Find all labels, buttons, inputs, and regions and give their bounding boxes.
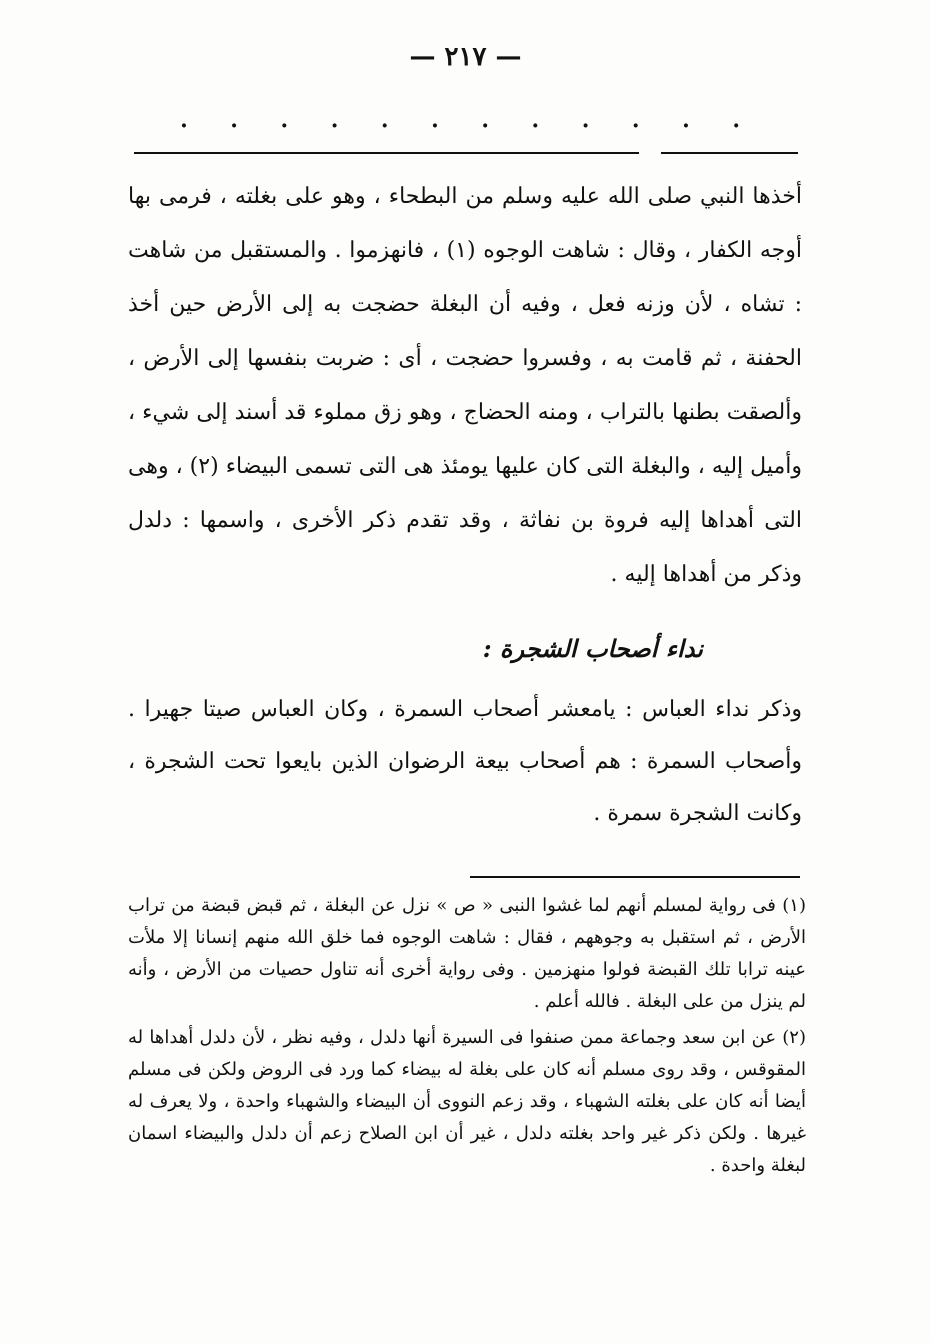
section-heading: نداء أصحاب الشجرة :	[482, 634, 703, 663]
footnote-2: (٢) عن ابن سعد وجماعة ممن صنفوا فى السيرة أنها دلدل ، وفيه نظر ، لأن دلدل أهداها له المقوقس ، وقد روى مسلم أنه كان على بغلة له بيضاء كما ورد فى الروض ولكن فى مسلم أيضا أنه كان على بغلته الشهباء ، وقد زعم النووى أن البيضاء والشهباء واحدة ، ولا يعرف له غيرها . ولكن ذكر غير واحد بغلته دلدل ، غير أن ابن الصلاح زعم أن دلدل والبيضاء اسمان لبغلة واحدة .	[128, 1027, 806, 1176]
section-paragraph: وذكر نداء العباس : يامعشر أصحاب السمرة ، وكان العباس صيتا جهيرا . وأصحاب السمرة : هم أصحاب بيعة الرضوان الذين بايعوا تحت الشجرة ، وكانت الشجرة سمرة .	[128, 697, 802, 826]
dot: ·	[380, 113, 389, 139]
main-paragraph: أخذها النبي صلى الله عليه وسلم من البطحاء ، وهو على بغلته ، فرمى بها أوجه الكفار ، وقال : شاهت الوجوه (١) ، فانهزموا . والمستقبل من شاهت : تشاه ، لأن وزنه فعل ، وفيه أن البغلة حضجت به إلى الأرض حين أخذ الحفنة ، ثم قامت به ، وفسروا حضجت ، أى : ضربت بنفسها إلى الأرض ، وألصقت بطنها بالتراب ، ومنه الحضاج ، وهو زق مملوء قد أسند إلى شيء ، وأميل إليه ، والبغلة التى كان عليها يومئذ هى التى تسمى البيضاء (٢) ، وهى التى أهداها إليه فروة بن نفاثة ، وقد تقدم ذكر الأخرى ، واسمها : دلدل وذكر من أهداها إليه .	[128, 184, 803, 587]
dot: ·	[280, 113, 289, 139]
dot: ·	[732, 113, 740, 139]
main-text-block	[128, 170, 802, 602]
dot: ·	[631, 113, 640, 139]
section-text-block	[128, 684, 802, 840]
page-number: — ٢١٧ —	[409, 42, 522, 72]
dot: ·	[180, 113, 188, 139]
footnote-1: (١) فى رواية لمسلم أنهم لما غشوا النبى « ص » نزل عن البغلة ، ثم قبض قبضة من تراب الأرض ، ثم استقبل به وجوههم ، فقال : شاهت الوجوه فما خلق الله منهم إنسانا إلا ملأت عينه ترابا تلك القبضة فولوا منهزمين . وفى رواية أخرى أنه تناول حصيات من الأرض ، وأنه لم ينزل من على البغلة . فالله أعلم .	[128, 895, 806, 1012]
footnotes	[128, 890, 806, 1182]
dot: ·	[230, 113, 238, 139]
dot: ·	[330, 113, 339, 139]
dot: ·	[431, 113, 439, 139]
dot: ·	[581, 113, 590, 139]
footnote-separator	[470, 876, 800, 878]
dot: ·	[531, 113, 540, 139]
header-rule	[134, 152, 639, 154]
header-rule	[661, 152, 798, 154]
ornamental-dots	[180, 113, 740, 139]
dot: ·	[481, 113, 489, 139]
dot: ·	[682, 113, 690, 139]
